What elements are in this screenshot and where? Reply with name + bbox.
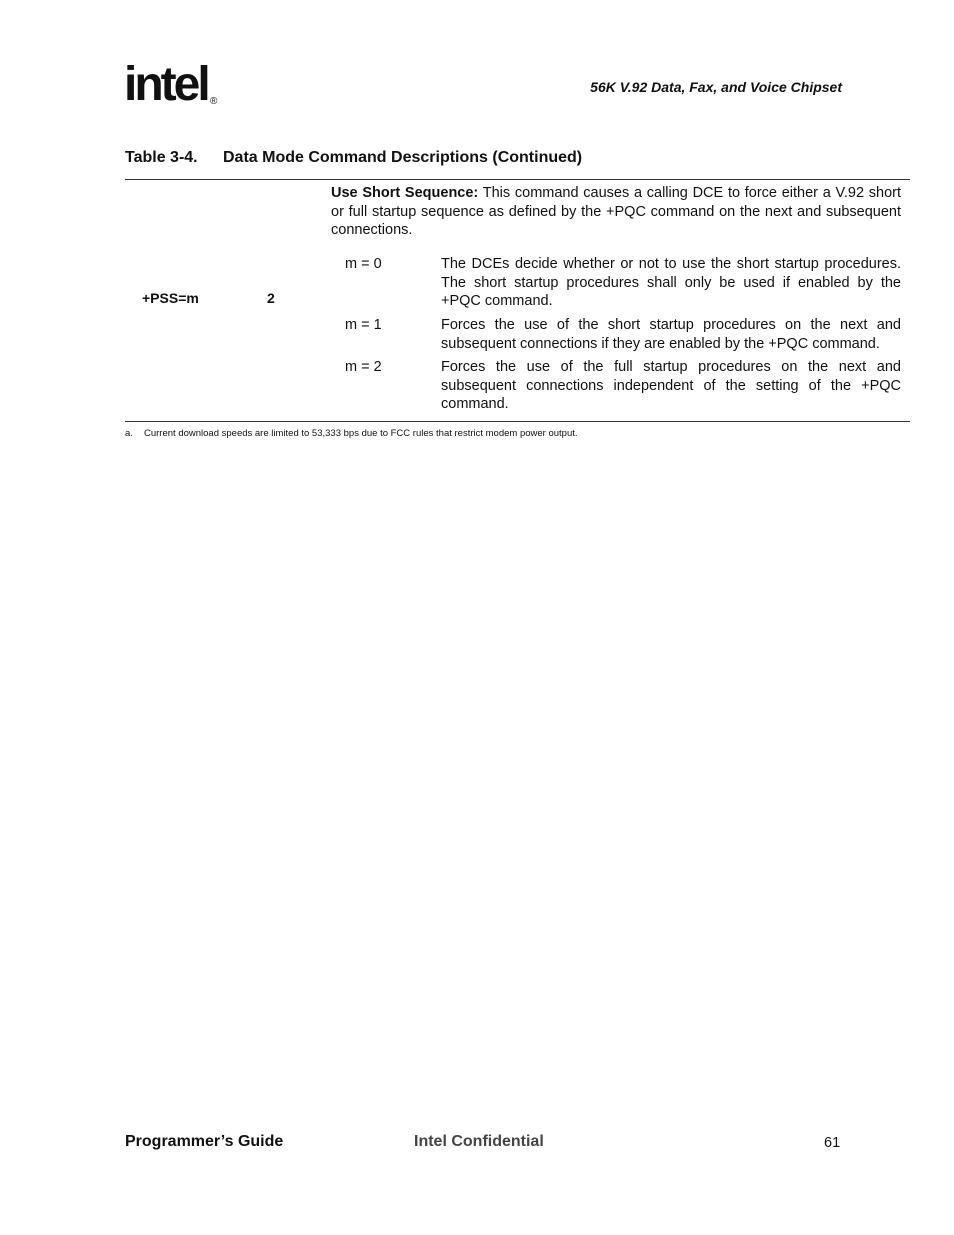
footer-guide-title: Programmer’s Guide xyxy=(125,1133,284,1150)
option-param: m = 0 xyxy=(345,256,382,272)
table-caption xyxy=(125,149,582,167)
command-description-text: This command causes a calling DCE to force either a V.92 short or full startup sequence as defined by the +PQC command on the next and subsequent connections. xyxy=(331,185,902,238)
option-row xyxy=(345,255,901,311)
option-row xyxy=(345,316,901,353)
table-top-rule xyxy=(125,179,910,180)
footnote-text: Current download speeds are limited to 53,333 bps due to FCC rules that restrict modem power output. xyxy=(144,428,578,439)
option-text: Forces the use of the full startup procedures on the next and subsequent connections independent of the setting of the +PQC command. xyxy=(441,359,901,412)
table-bottom-rule xyxy=(125,421,910,422)
option-text: Forces the use of the short startup procedures on the next and subsequent connections if they are enabled by the +PQC command. xyxy=(441,317,901,352)
header-title: 56K V.92 Data, Fax, and Voice Chipset xyxy=(590,79,842,95)
command-value: 2 xyxy=(267,290,275,306)
option-param: m = 2 xyxy=(345,359,382,375)
logo-registered-mark: ® xyxy=(210,96,218,107)
intel-logo-icon xyxy=(124,58,224,118)
option-param: m = 1 xyxy=(345,317,382,333)
footnote-mark: a. xyxy=(125,428,133,439)
command-description-lead: Use Short Sequence: xyxy=(331,185,479,201)
command-description xyxy=(331,184,901,240)
table-caption-number: Table 3-4. xyxy=(125,149,198,166)
table-caption-title: Data Mode Command Descriptions (Continued) xyxy=(223,149,583,166)
intel-logo xyxy=(124,58,224,118)
logo-wordmark: intel xyxy=(124,58,208,111)
option-text: The DCEs decide whether or not to use the short startup procedures. The short startup procedures shall only be used if enabled by the +PQC command. xyxy=(441,256,901,309)
command-name: +PSS=m xyxy=(142,290,199,306)
page-number: 61 xyxy=(824,1135,841,1151)
option-row xyxy=(345,358,901,414)
table-footnote xyxy=(125,428,578,439)
footer-confidential: Intel Confidential xyxy=(414,1133,544,1150)
